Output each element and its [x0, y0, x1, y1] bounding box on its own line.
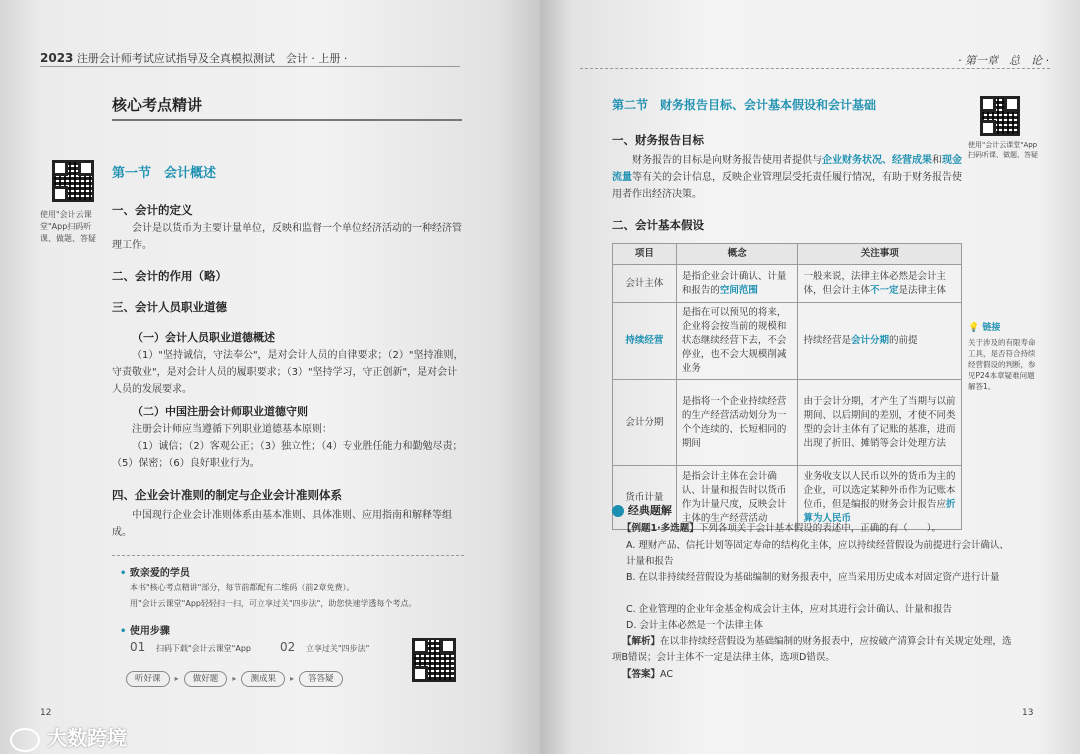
answer: 【答案】AC: [622, 669, 673, 680]
qr-caption-left: 使用"会计云课堂"App扫码听课、做题、答疑: [40, 210, 96, 243]
right-header: · 第一章 总 论 ·: [958, 54, 1049, 67]
step1-num: 01: [130, 640, 146, 654]
item4-text: 中国现行企业会计准则体系由基本准则、具体准则、应用指南和解释等组成。: [112, 510, 452, 538]
table-header-item: 项目: [613, 244, 677, 265]
qr-code-left[interactable]: [52, 160, 94, 202]
step2-num: 02: [280, 640, 296, 654]
qr-caption-right: 使用"会计云课堂"App扫码听课、做题、答疑: [968, 141, 1038, 159]
box-text1: 本书"核心考点精讲"部分，每节前都配有二维码（前2章免费）。: [130, 583, 355, 592]
example-title: 经典题解: [612, 502, 672, 518]
example-icon: [612, 505, 624, 517]
row-concept: 是指企业会计确认、计量和报告的空间范围: [676, 265, 798, 303]
row-item: 会计分期: [613, 380, 677, 466]
lightbulb-icon: 💡: [968, 323, 980, 333]
main-title: 核心考点精讲: [112, 96, 203, 114]
row-concept: 是指将一个企业持续经营的生产经营活动划分为一个个连续的、长短相同的期间: [676, 380, 798, 466]
section-title-left: 第一节 会计概述: [112, 166, 217, 181]
option-b: B. 在以非持续经营假设为基础编制的财务报表中，应当采用历史成本对固定资产进行计量: [626, 572, 1000, 583]
pill-test[interactable]: 测成果: [241, 671, 285, 687]
header-rule: [40, 66, 460, 67]
option-c: C. 企业管理的企业年金基金构成会计主体，应对其进行会计确认、计量和报告: [626, 604, 953, 615]
left-header: [40, 50, 347, 66]
header-title: 注册会计师考试应试指导及全真模拟测试 会计 · 上册 ·: [76, 52, 348, 65]
row-note: 持续经营是会计分期的前提: [798, 303, 962, 380]
table-row: [613, 265, 962, 303]
title-rule: [112, 119, 462, 121]
step2-text: 立享过关"四步法": [306, 644, 370, 653]
table-row: [613, 466, 962, 530]
box-steps-title: • 使用步骤: [120, 626, 170, 637]
side-tip-text: 关于涉及的有限寿命工具，是否符合持续经营假设的判断，参见P24本章疑难问题解答1。: [968, 338, 1036, 391]
row-note: 由于会计分期，才产生了当期与以前期间、以后期间的差别，才使不同类型的会计主体有了记账的基准，进而出现了折旧、摊销等会计处理方法: [798, 380, 962, 466]
side-tip: [968, 320, 1040, 392]
step-pills: 听好课 ▸ 做好题 ▸ 测成果 ▸ 答答疑: [126, 666, 343, 687]
analysis: 【解析】在以非持续经营假设为基础编制的财务报表中，应按破产清算会计有关规定处理，选项B错误；会计主体不一定是法律主体，选项D错误。: [612, 636, 1012, 663]
box-greeting: • 致亲爱的学员: [120, 568, 190, 579]
assumptions-table: [612, 243, 962, 530]
item1-heading: 一、会计的定义: [112, 203, 193, 217]
table-header-note: 关注事项: [798, 244, 962, 265]
table-header-concept: 概念: [676, 244, 798, 265]
header-year: 2023: [40, 51, 74, 65]
step1-text: 扫码下载"会计云课堂"App: [156, 644, 251, 653]
row-concept: 是指在可以预见的将来，企业将会按当前的规模和状态继续经营下去，不会停业，也不会大规模削减业务: [676, 303, 798, 380]
option-a: A. 理财产品、信托计划等固定寿命的结构化主体，应以持续经营假设为前提进行会计确认、计量和报告: [626, 540, 1009, 567]
h1-objective: 一、财务报告目标: [612, 133, 704, 147]
box-text2: 用"会计云课堂"App轻轻扫一扫，可立享过关"四步法"，助您快速学透每个考点。: [130, 599, 417, 608]
sub2-intro: 注册会计师应当遵循下列职业道德基本原则：: [132, 424, 332, 435]
table-header-row: [613, 244, 962, 265]
row-item: 持续经营: [613, 303, 677, 380]
page-number-left: 12: [40, 708, 52, 718]
sub2-text: （1）诚信；（2）客观公正；（3）独立性；（4）专业胜任能力和勤勉尽责；（5）保密；（6）良好职业行为。: [112, 441, 463, 469]
section-title-right: 第二节 财务报告目标、会计基本假设和会计基础: [612, 98, 877, 112]
watermark: 大数跨境: [10, 722, 127, 752]
row-note: 业务收支以人民币以外的货币为主的企业，可以选定某种外币作为记账本位币，但是编报的财务会计报告应折算为人民币: [798, 466, 962, 530]
row-item: 货币计量: [613, 466, 677, 530]
sub1-text: （1）"坚持诚信，守法奉公"，是对会计人员的自律要求；（2）"坚持准则，守责敬业"，是对会计人员的履职要求；（3）"坚持学习，守正创新"，是对会计人员的发展要求。: [112, 350, 464, 395]
option-d: D. 会计主体必然是一个法律主体: [626, 620, 763, 631]
table-row: [613, 380, 962, 466]
row-note: 一般来说，法律主体必然是会计主体，但会计主体不一定是法律主体: [798, 265, 962, 303]
row-item: 会计主体: [613, 265, 677, 303]
row-concept: 是指会计主体在会计确认、计量和报告时以货币作为计量尺度，反映会计主体的生产经营活动: [676, 466, 798, 530]
objective-paragraph: 财务报告的目标是向财务报告使用者提供与企业财务状况、经营成果和现金流量等有关的会计信息，反映企业管理层受托责任履行情况，有助于财务报告使用者作出经济决策。: [612, 155, 962, 200]
table-row: [613, 303, 962, 380]
item4-heading: 四、企业会计准则的制定与企业会计准则体系: [112, 488, 342, 502]
example-question: 【例题1·多选题】下列各项关于会计基本假设的表述中，正确的有（ ）。: [622, 523, 941, 534]
item2-heading: 二、会计的作用（略）: [112, 269, 227, 283]
sub2-heading: （二）中国注册会计师职业道德守则: [132, 405, 308, 418]
item3-heading: 三、会计人员职业道德: [112, 300, 227, 314]
side-tip-title: 💡 链接: [968, 323, 1001, 333]
pill-practice[interactable]: 做好题: [184, 671, 228, 687]
item1-text: 会计是以货币为主要计量单位，反映和监督一个单位经济活动的一种经济管理工作。: [112, 223, 462, 251]
pill-qa[interactable]: 答答疑: [299, 671, 343, 687]
h2-assumptions: 二、会计基本假设: [612, 218, 704, 232]
pill-listen[interactable]: 听好课: [126, 671, 170, 687]
info-box: [112, 555, 464, 694]
header-rule-right: [580, 68, 1050, 70]
sub1-heading: （一）会计人员职业道德概述: [132, 331, 275, 344]
watermark-logo-icon: [10, 728, 40, 752]
qr-code-right[interactable]: [980, 96, 1020, 136]
qr-code-box[interactable]: [412, 638, 456, 682]
right-page: [540, 0, 1080, 754]
page-number-right: 13: [1022, 708, 1034, 718]
